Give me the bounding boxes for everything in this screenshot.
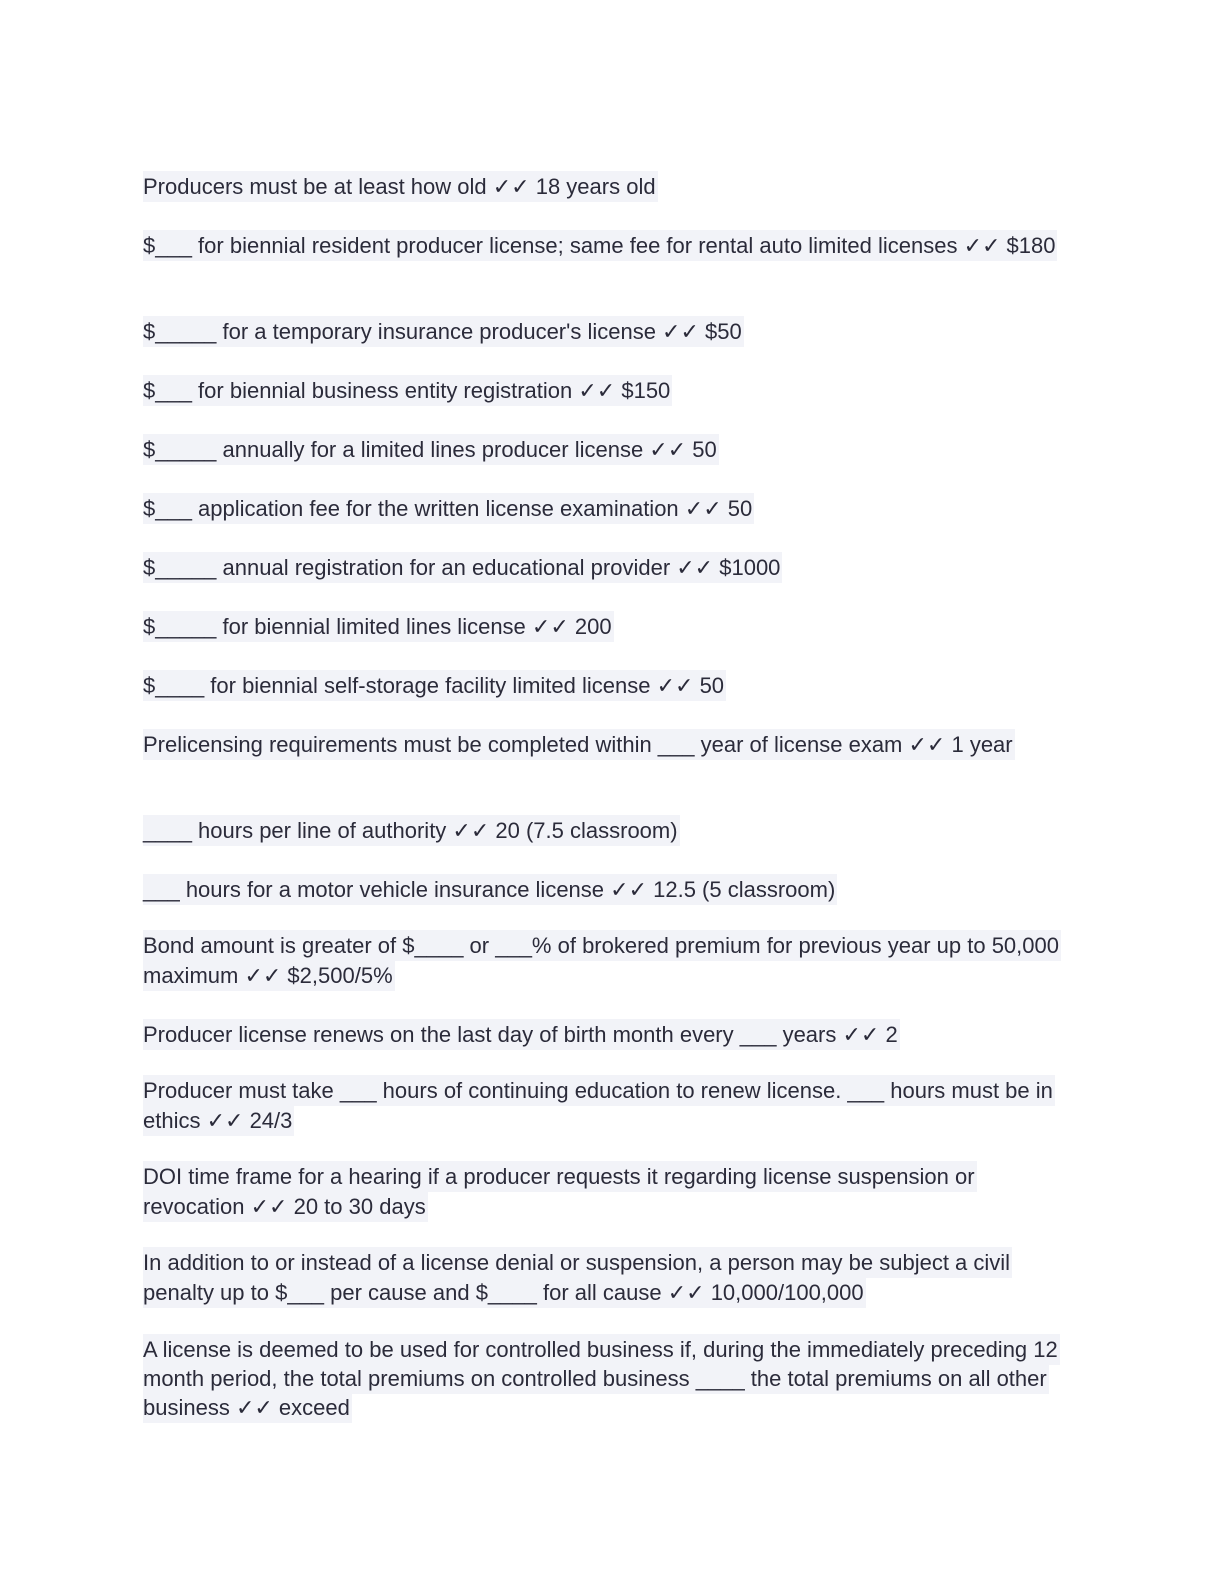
flashcard-item xyxy=(143,1076,1078,1136)
flashcard-text: $____ for biennial self-storage facility limited license ✓✓ 50 xyxy=(143,670,726,701)
flashcard-item xyxy=(143,377,1078,405)
flashcard-item xyxy=(143,554,1078,582)
flashcard-text: $___ for biennial resident producer license; same fee for rental auto limited licenses ✓✓ $180 xyxy=(143,230,1057,261)
flashcard-item xyxy=(143,1248,1078,1308)
flashcard-text: A license is deemed to be used for controlled business if, during the immediately preceding 12 month period, the total premiums on controlled business ____ the total premiums on all other business ✓✓ exceed xyxy=(143,1334,1060,1423)
flashcard-item xyxy=(143,613,1078,641)
flashcard-text: $___ for biennial business entity registration ✓✓ $150 xyxy=(143,375,672,406)
flashcard-text: Producers must be at least how old ✓✓ 18 years old xyxy=(143,171,658,202)
flashcard-text: ___ hours for a motor vehicle insurance license ✓✓ 12.5 (5 classroom) xyxy=(143,874,837,905)
flashcard-text: ____ hours per line of authority ✓✓ 20 (7.5 classroom) xyxy=(143,815,680,846)
flashcard-item xyxy=(143,495,1078,523)
flashcard-text: Producer must take ___ hours of continuing education to renew license. ___ hours must be in ethics ✓✓ 24/3 xyxy=(143,1075,1055,1136)
flashcard-item xyxy=(143,173,1078,201)
flashcard-item xyxy=(143,232,1078,260)
flashcard-text: Bond amount is greater of $____ or ___% of brokered premium for previous year up to 50,000 maximum ✓✓ $2,500/5% xyxy=(143,930,1061,991)
flashcard-item xyxy=(143,731,1078,759)
flashcard-item xyxy=(143,931,1078,991)
flashcard-item xyxy=(143,1335,1078,1422)
flashcard-item xyxy=(143,436,1078,464)
flashcard-text: $_____ for biennial limited lines license ✓✓ 200 xyxy=(143,611,614,642)
flashcard-text: Producer license renews on the last day of birth month every ___ years ✓✓ 2 xyxy=(143,1019,900,1050)
flashcard-text: In addition to or instead of a license denial or suspension, a person may be subject a civil penalty up to $___ per cause and $____ for all cause ✓✓ 10,000/100,000 xyxy=(143,1247,1012,1308)
flashcard-text: $_____ annual registration for an educational provider ✓✓ $1000 xyxy=(143,552,782,583)
flashcard-item xyxy=(143,817,1078,845)
flashcard-item xyxy=(143,876,1078,904)
flashcard-text: Prelicensing requirements must be completed within ___ year of license exam ✓✓ 1 year xyxy=(143,729,1015,760)
flashcard-text: $___ application fee for the written license examination ✓✓ 50 xyxy=(143,493,754,524)
flashcard-text: $_____ for a temporary insurance producer's license ✓✓ $50 xyxy=(143,316,744,347)
flashcard-item xyxy=(143,672,1078,700)
flashcard-text: DOI time frame for a hearing if a producer requests it regarding license suspension or revocation ✓✓ 20 to 30 days xyxy=(143,1161,977,1222)
flashcard-item xyxy=(143,318,1078,346)
flashcard-item xyxy=(143,1162,1078,1222)
flashcard-text: $_____ annually for a limited lines producer license ✓✓ 50 xyxy=(143,434,719,465)
flashcard-item xyxy=(143,1021,1078,1049)
